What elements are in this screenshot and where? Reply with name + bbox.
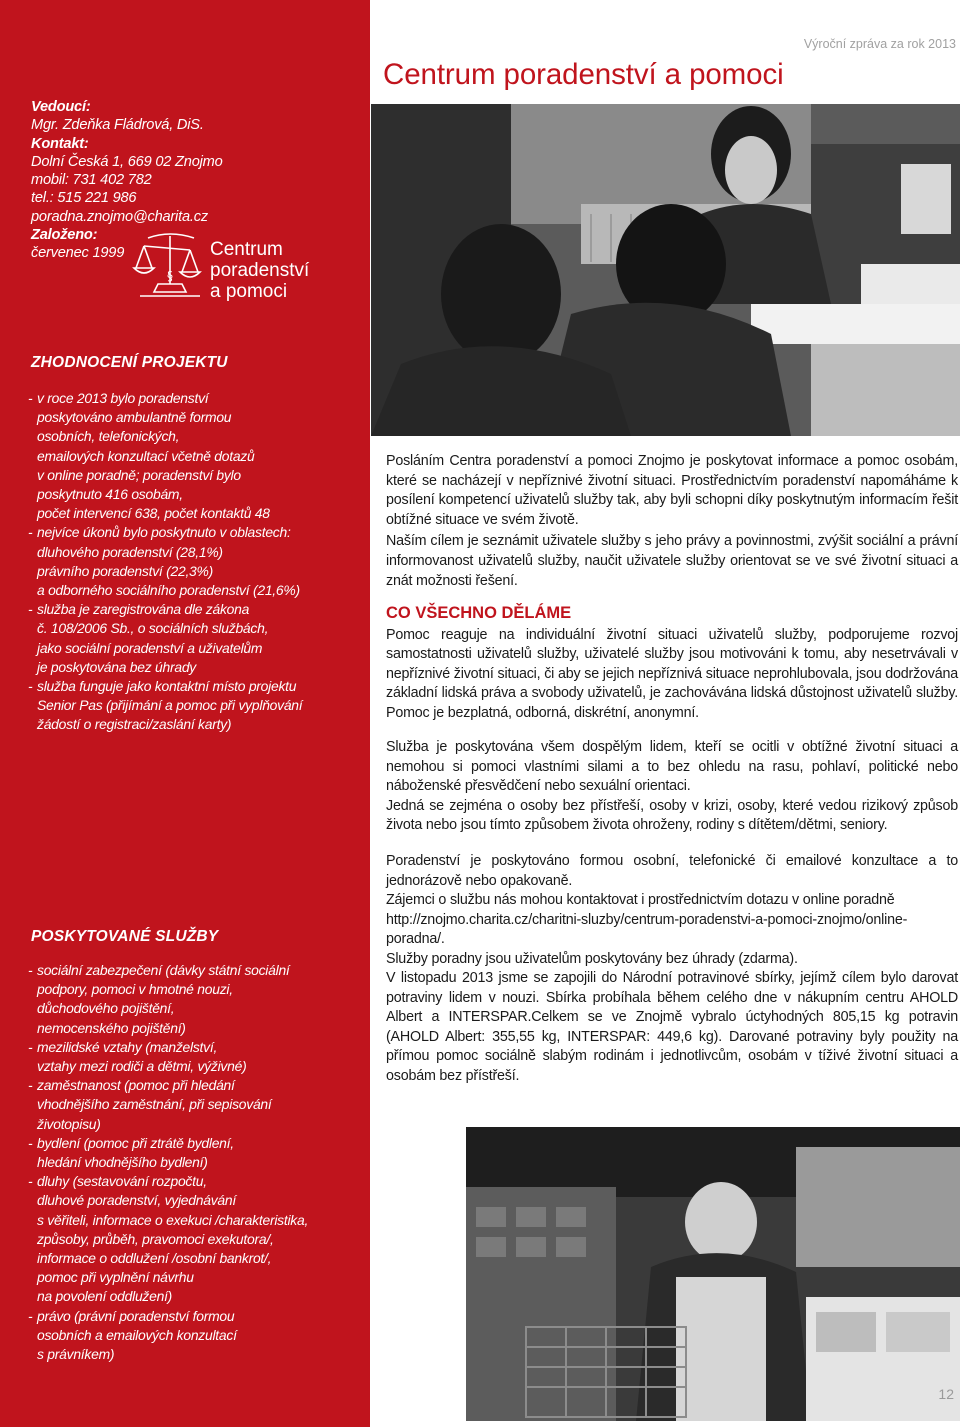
what-we-do-block — [386, 604, 958, 724]
list-item — [28, 1172, 363, 1306]
founded-label: Založeno: — [31, 227, 98, 244]
mission-paragraph: Naším cílem je seznámit uživatele služby s jeho právy a povinnostmi, zvýšit sociální a právní informovanost uživatelů služby, naučit uživatele služby orientovat se ve své životní situaci a znát možnosti řešení. — [386, 533, 958, 589]
list-item-line: dluhové poradenství, vyjednávání — [37, 1192, 236, 1209]
bullet-dash: - — [28, 1173, 33, 1190]
bullet-dash: - — [28, 1038, 33, 1055]
page-title: Centrum poradenství a pomoci — [383, 58, 784, 91]
list-item-line: v roce 2013 bylo poradenství — [37, 390, 209, 406]
list-item-line: služba je zaregistrována dle zákona — [37, 601, 250, 618]
list-item-line: v online poradně; poradenství bylo — [37, 466, 241, 483]
online-advice-link[interactable]: http://znojmo.charita.cz/charitni-sluzby/centrum-poradenstvi-a-pomoci-znojmo/online-poradna/. — [386, 911, 908, 948]
report-label: Výroční zpráva za rok 2013 — [803, 37, 956, 51]
list-item-line: zaměstnanost (pomoc při hledání — [37, 1077, 235, 1094]
list-item-line: podpory, pomoci v hmotné nouzi, — [37, 981, 233, 998]
list-item-line: na povolení oddlužení) — [37, 1288, 173, 1305]
list-item-line: s právníkem) — [37, 1346, 115, 1363]
what-we-do-heading: CO VŠECHNO DĚLÁME — [386, 604, 572, 622]
page-number: 12 — [938, 1386, 954, 1402]
list-item-line: a odborného sociálního poradenství (21,6%) — [37, 582, 300, 599]
list-item-line: způsoby, průběh, pravomoci exekutora/, — [37, 1230, 274, 1247]
bullet-dash: - — [28, 962, 33, 978]
logo-line: Centrum — [210, 239, 283, 260]
founded-value: červenec 1999 — [31, 245, 125, 262]
services-heading: POSKYTOVANÉ SLUŽBY — [31, 928, 219, 945]
head-name: Mgr. Zdeňka Fládrová, DiS. — [31, 117, 204, 134]
target-paragraph: Služba je poskytována všem dospělým lidem, kteří se ocitli v obtížné životní situaci a nemohou si pomoci vlastními silami a to bez ohledu na rasu, pohlaví, politické nebo náboženské přesvědčení nebo sexuální orientaci. — [386, 739, 958, 795]
form-paragraph: Služby poradny jsou uživatelům poskytovány bez úhrady (zdarma). — [386, 950, 798, 967]
logo-line: poradenství — [210, 260, 310, 281]
svg-text:§: § — [167, 269, 173, 283]
list-item-line: je poskytována bez úhrady — [37, 658, 196, 675]
list-item-line: s věřiteli, informace o exekuci /charakteristika, — [37, 1211, 309, 1228]
food-collection-block — [386, 969, 958, 1087]
bullet-dash: - — [28, 1307, 33, 1324]
head-label: Vedoucí: — [31, 99, 91, 115]
evaluation-heading: ZHODNOCENÍ PROJEKTU — [31, 354, 228, 371]
target-group-block — [386, 738, 958, 836]
list-item-line: počet intervencí 638, počet kontaktů 48 — [37, 505, 270, 522]
bullet-dash: - — [28, 1134, 33, 1151]
list-item — [28, 1134, 363, 1172]
list-item-line: informace o oddlužení /osobní bankrot/, — [37, 1250, 272, 1267]
list-item-line: žádostí o registraci/zaslání karty) — [37, 716, 232, 733]
mobile: mobil: 731 402 782 — [31, 172, 152, 189]
list-item-line: právního poradenství (22,3%) — [37, 562, 213, 579]
bullet-dash: - — [28, 524, 33, 541]
scales-of-justice-icon — [130, 232, 210, 302]
list-item-line: Senior Pas (přijímání a pomoc při vyplňování — [37, 697, 303, 714]
contact-label: Kontakt: — [31, 135, 89, 152]
list-item — [28, 961, 363, 1038]
list-item-line: jako sociální poradenství a uživatelům — [37, 639, 263, 656]
list-item-line: dluhového poradenství (28,1%) — [37, 543, 223, 560]
list-item-line: pomoc při vyplnění návrhu — [37, 1269, 194, 1286]
list-item-line: sociální zabezpečení (dávky státní sociální — [37, 962, 290, 978]
phone: tel.: 515 221 986 — [31, 190, 137, 207]
list-item-line: životopisu) — [37, 1115, 101, 1132]
logo-line: a pomoci — [210, 281, 288, 302]
mission-block — [386, 452, 958, 591]
list-item-line: emailových konzultací včetně dotazů — [37, 447, 255, 464]
services-list — [28, 961, 363, 1364]
list-item-line: důchodového pojištění, — [37, 1000, 175, 1017]
list-item-line: dluhy (sestavování rozpočtu, — [37, 1173, 207, 1190]
form-paragraph: Zájemci o službu nás mohou kontaktovat i prostřednictvím dotazu v online poradně — [386, 892, 895, 909]
list-item-line: osobních a emailových konzultací — [37, 1326, 237, 1343]
food-collection-paragraph: V listopadu 2013 jsme se zapojili do Národní potravinové sbírky, jejímž cílem bylo darovat potraviny lidem v nouzi. Sbírka probíhala během celého dne v nákupním centru AHOLD Albert a INTERSPAR.Celkem se ve Znojmě vybralo úctyhodných 805,15 kg potravin (AHOLD Albert: 355,55 kg, INTERSPAR: 449,6 kg). Darované potraviny byly použity na přímou pomoc sociálně slabým rodinám i jednotlivcům, osobám v tíživé životní situaci a osobám bez přístřeší. — [386, 970, 958, 1084]
bullet-dash: - — [28, 390, 33, 406]
bullet-dash: - — [28, 1077, 33, 1094]
list-item-line: vhodnějšího zaměstnání, při sepisování — [37, 1096, 272, 1113]
list-item — [28, 1076, 363, 1134]
list-item — [28, 600, 363, 677]
list-item-line: poskytováno ambulantně formou — [37, 409, 232, 426]
evaluation-list — [28, 389, 363, 735]
list-item — [28, 677, 363, 735]
service-form-block — [386, 852, 958, 970]
list-item-line: právo (právní poradenství formou — [37, 1307, 235, 1324]
bullet-dash: - — [28, 678, 33, 695]
list-item-line: osobních, telefonických, — [37, 428, 180, 445]
sidebar — [0, 0, 370, 1427]
list-item-line: nemocenského pojištění) — [37, 1019, 186, 1036]
food-collection-photo — [466, 1127, 960, 1421]
list-item-line: č. 108/2006 Sb., o sociálních službách, — [37, 620, 269, 637]
bullet-dash: - — [28, 601, 33, 618]
list-item-line: nejvíce úkonů bylo poskytnuto v oblastech: — [37, 524, 291, 541]
address: Dolní Česká 1, 669 02 Znojmo — [31, 153, 223, 170]
list-item-line: poskytnuto 416 osobám, — [37, 486, 183, 503]
logo-wordmark — [210, 239, 309, 302]
list-item — [28, 1307, 363, 1365]
list-item — [28, 389, 363, 523]
list-item-line: bydlení (pomoc při ztrátě bydlení, — [37, 1134, 234, 1151]
list-item-line: vztahy mezi rodiči a dětmi, výživné) — [37, 1058, 247, 1075]
list-item — [28, 1038, 363, 1076]
list-item-line: služba funguje jako kontaktní místo projektu — [37, 678, 297, 695]
form-paragraph: Poradenství je poskytováno formou osobní, telefonické či emailové konzultace a to jednorázově nebo opakovaně. — [386, 853, 958, 889]
counselling-photo — [371, 104, 960, 436]
email-link[interactable]: poradna.znojmo@charita.cz — [31, 208, 208, 225]
list-item-line: hledání vhodnějšího bydlení) — [37, 1154, 208, 1171]
list-item-line: mezilidské vztahy (manželství, — [37, 1038, 218, 1055]
what-we-do-paragraph: Pomoc reaguje na individuální životní situaci uživatelů služby, podporujeme rozvoj samostatnosti uživatelů služby, uživatelé služby jsou motivováni k tomu, aby nesetrvávali v nepříznivé životní situaci, či aby se jejich nepříznivá situace neprohlubovala, jsou dodržována základní lidská práva a svobody uživatelů, je zachovávána lidská důstojnost uživatelů služby. Pomoc je bezplatná, odborná, diskrétní, anonymní. — [386, 626, 958, 721]
mission-paragraph: Posláním Centra poradenství a pomoci Znojmo je poskytovat informace a pomoc osobám, které se nacházejí v nepříznivé životní situaci. Prostřednictvím poradenství napomáháme k posílení kompetencí uživatelů služby tak, aby byli schopni díky poskytnutým informacím řešit obtížné situace ve svém životě. — [386, 453, 958, 528]
target-paragraph: Jedná se zejména o osoby bez přístřeší, osoby v krizi, osoby, které vedou rizikový způsob života nebo jsou tímto způsobem života ohroženy, rodiny s dítětem/dětmi, seniory. — [386, 797, 958, 834]
list-item — [28, 523, 363, 600]
